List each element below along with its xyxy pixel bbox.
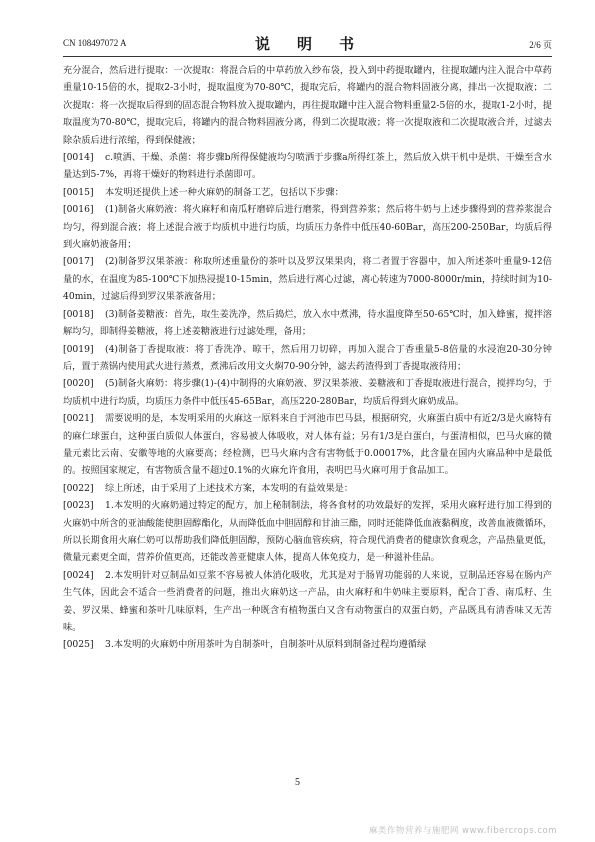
document-title: 说 明 书	[254, 35, 360, 53]
paragraph	[63, 201, 552, 253]
paragraph-text: 综上所述，由于采用了上述技术方案，本发明的有益效果是：	[105, 482, 354, 494]
paragraph-text: 3.本发明的火麻奶中所用茶叶为自制茶叶，自制茶叶从原料到制备过程均遵循绿	[105, 639, 427, 651]
paragraph-text: c.喷洒、干燥、杀菌：将步骤b所得保健液均匀喷洒于步骤a所得红茶上，然后放入烘干机中是烘、干燥至含水量达到5-7%，再将干燥好的物料进行杀菌即可。	[63, 152, 552, 181]
paragraph-text: (2)制备罗汉果茶液：称取所述重量份的茶叶以及罗汉果果肉，将二者置于容器中，加入所述茶叶重量9-12倍量的水，在温度为85-100℃下加热浸提10-15min，然后进行离心过滤，离心转速为7000-8000r/min，持续时间为10-40min，过滤后得到罗汉果茶液备用；	[63, 256, 552, 303]
paragraph	[63, 636, 552, 653]
paragraph-number: [0025]	[63, 639, 94, 651]
paragraph-text: 1.本发明的火麻奶通过特定的配方，加上秘制制法，将各食材的功效最好的发挥，采用火麻籽进行加工得到的火麻奶中所含的亚油酸能使胆固醇酯化，从而降低血中胆固醇和甘油三酯，同时还能降低血液黏稠度，改善血液微循环，所以长期食用火麻仁奶可以帮助我们降低胆固醇，预防心脑血管疾病，符合现代消费者的健康饮食观念，产品热量更低，微量元素更全面，营养价值更高，还能改善亚健康人体，提高人体免疫力，是一种滋补佳品。	[63, 500, 552, 564]
paragraph-number: [0014]	[63, 152, 94, 164]
paragraph	[63, 375, 552, 410]
paragraph-continued	[63, 62, 552, 149]
paragraph-text: (1)制备火麻奶液：将火麻籽和南瓜籽磨碎后进行磨浆，得到营养浆；然后将牛奶与上述步骤得到的营养浆混合均匀，得到混合液；将上述混合液于均质机中进行均质，均质压力条件中低压40-60Bar，高压200-250Bar，均质后得到火麻奶液备用；	[63, 204, 552, 251]
paragraph-number: [0015]	[63, 186, 94, 198]
paragraph-number: [0023]	[63, 500, 94, 512]
paragraph	[63, 149, 552, 184]
paragraph-number: [0016]	[63, 204, 94, 216]
page-number: 5	[295, 777, 300, 788]
paragraph	[63, 410, 552, 480]
paragraph-number: [0024]	[63, 569, 94, 581]
paragraph-text: 需要说明的是，本发明采用的火麻这一原料来自于河池市巴马县，根据研究，火麻蛋白质中有近2/3是火麻特有的麻仁球蛋白，这种蛋白质似人体蛋白，容易被人体吸收，对人体有益；另有1/3是白蛋白，与蛋清相似，巴马火麻的微量元素比云南、安徽等地的火麻要高；经检测，巴马火麻内含有害物低于0.00017%，此含量在国内火麻品种中是最低的。按照国家规定，有害物质含量不超过0.1%的火麻允许食用，表明巴马火麻可用于食品加工。	[63, 413, 552, 477]
paragraph-number: [0020]	[63, 378, 94, 390]
paragraph-text: 充分混合，然后进行提取：一次提取：将混合后的中草药放入纱布袋，投入到中药提取罐内，往提取罐内注入混合中草药重量10-15倍的水，提取2-3小时，提取温度为70-80℃，提取完后，将罐内的混合物料固液分离，排出一次提取液；二次提取：将一次提取后得到的固态混合物料放入提取罐内，再往提取罐中注入混合物料重量2-5倍的水，提取1-2小时，提取温度为70-80℃，提取完后，将罐内的混合物料固液分离，得到二次提取液；将一次提取液和二次提取液合并，过滤去除杂质后进行浓缩，得到保健液；	[63, 65, 552, 146]
page-header	[63, 31, 552, 55]
paragraph	[63, 567, 552, 637]
page-counter: 2/6 页	[529, 40, 552, 50]
paragraph-text: (5)制备火麻奶：将步骤(1)-(4)中制得的火麻奶液、罗汉果茶液、姜糖液和丁香提取液进行混合，搅拌均匀，于均质机中进行均质，均质压力条件中低压45-65Bar，高压220-280Bar，均质后得到火麻奶成品。	[63, 378, 552, 407]
watermark: 麻类作物营养与施肥网 www.fibercrops.com	[368, 826, 557, 836]
paragraph-text: 2.本发明针对豆制品如豆浆不容易被人体消化吸收，尤其是对于肠胃功能弱的人来说，豆制品还容易在肠内产生气体，因此会不适合一些消费者的问题，推出火麻奶这一产品，由火麻籽和牛奶味主要原料，配合丁香、南瓜籽、生姜、罗汉果、蜂蜜和茶叶几味原料，生产出一种既含有植物蛋白又含有动物蛋白的双蛋白奶，产品既具有清香味又无苦味。	[63, 569, 552, 633]
paragraph-text: 本发明还提供上述一种火麻奶的制备工艺，包括以下步骤：	[105, 186, 344, 198]
paragraph	[63, 480, 552, 497]
paragraph	[63, 253, 552, 305]
paragraph	[63, 497, 552, 567]
paragraph-number: [0019]	[63, 343, 94, 355]
paragraph	[63, 306, 552, 341]
paragraph-text: (4)制备丁香提取液：将丁香洗净、晾干，然后用刀切碎，再加入混合丁香重量5-8倍量的水浸泡20-30分钟后，置于蒸锅内使用武火进行蒸煮，煮沸后改用文火焖70-90分钟，滤去药渣得到丁香提取液待用；	[63, 343, 552, 372]
header-rule	[63, 56, 552, 57]
publication-number: CN 108497072 A	[63, 38, 127, 48]
document-body	[63, 62, 552, 654]
paragraph-number: [0022]	[63, 482, 94, 494]
paragraph	[63, 184, 552, 201]
paragraph-number: [0017]	[63, 256, 94, 268]
paragraph-number: [0021]	[63, 413, 94, 425]
paragraph	[63, 341, 552, 376]
paragraph-text: (3)制备姜糖液：首先，取生姜洗净，然后捣烂，放入水中煮沸，待水温度降至50-65℃时，加入蜂蜜，搅拌溶解均匀，即制得姜糖液，将上述姜糖液进行过滤处理，备用；	[63, 308, 552, 338]
paragraph-number: [0018]	[63, 308, 94, 320]
